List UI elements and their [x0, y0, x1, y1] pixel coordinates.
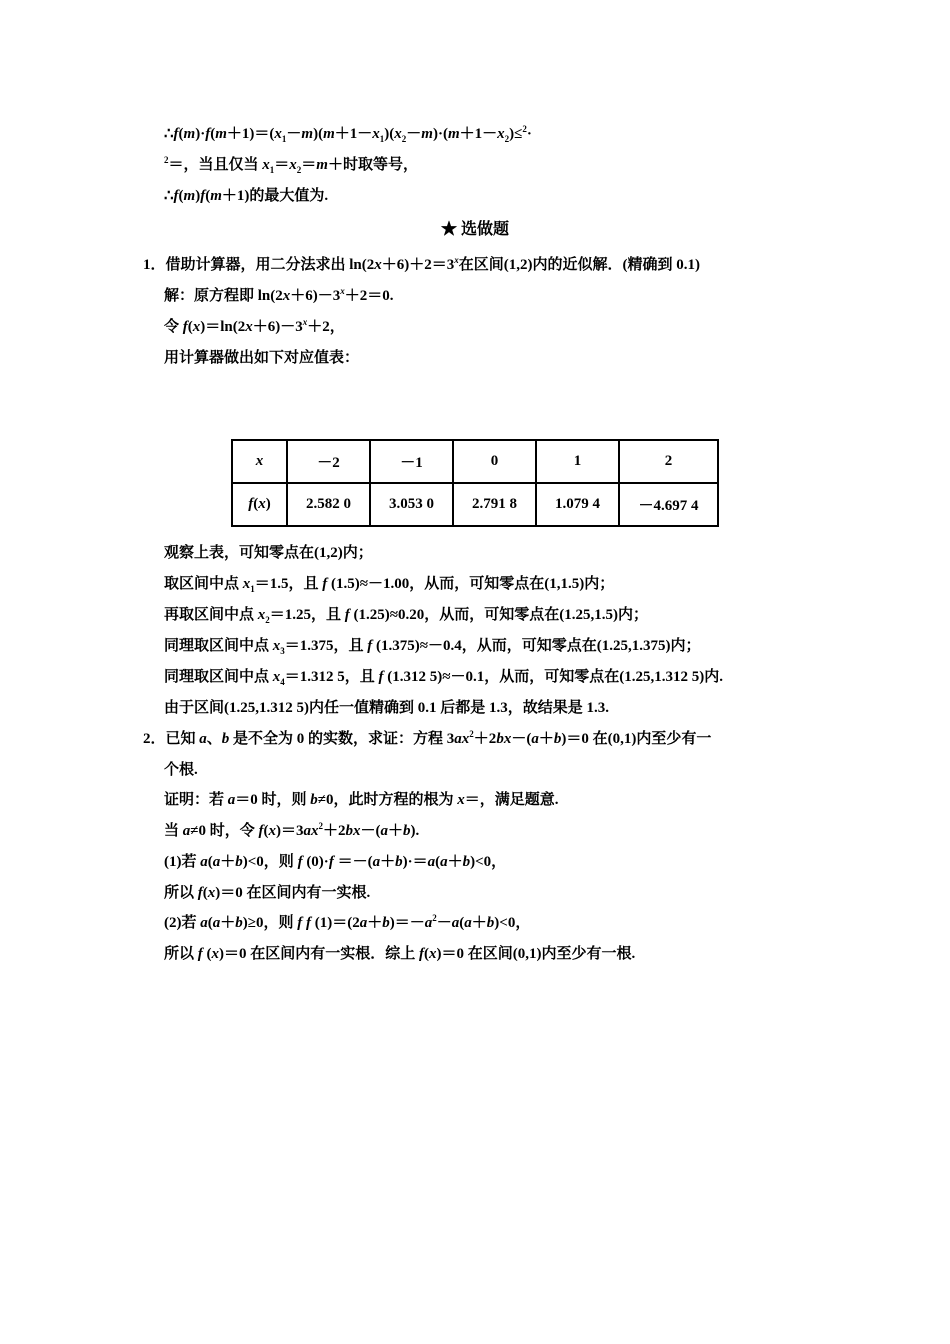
problem-2-step: 当 a≠0 时，令 $f(x)=3ax^2+2bx-(a+b)$.: [164, 821, 420, 839]
problem-2-question-cont: 个根.: [164, 762, 198, 778]
table-header-fx: f(x): [232, 483, 287, 526]
problem-1-step: 由于区间(1.25,1.312 5)内任一值精确到 0.1 后都是 1.3，故结果是 1.3.: [164, 700, 609, 716]
problem-2-step: 所以 f (x)＝0 在区间内有一实根．综上 f(x)＝0 在区间(0,1)内至少有一根.: [164, 946, 636, 962]
derivation-line-3: ∴f(m)f(m＋1)的最大值为.: [164, 188, 329, 204]
problem-2-step: 所以 f(x)＝0 在区间内有一实根.: [164, 885, 371, 901]
problem-1-question: 1．借助计算器，用二分法求出 $\ln(2x+6)+2=3^x$在区间(1,2)内的近似解．(精确到 0.1): [143, 255, 700, 273]
section-title: 选做题: [461, 221, 510, 238]
value-table: [231, 439, 719, 527]
table-cell: －2: [287, 440, 370, 483]
problem-1-step: 取区间中点 $x_1=1.5$，且 f (1.5)≈－1.00，从而，可知零点在(1,1.5)内；: [164, 576, 615, 594]
table-row: [232, 483, 718, 526]
table-row: [232, 440, 718, 483]
problem-1-step: 解：原方程即 $\ln(2x+6)-3^x+2=0$.: [164, 286, 394, 304]
table-cell: 2.791 8: [453, 483, 536, 526]
section-heading: [0, 219, 950, 241]
derivation-line-1: $\therefore f(m)\cdot f(m+1)=(x_1-m)(m+1-x_1)(x_2-m)\cdot(m+1-x_2)\le^2\cdot$: [164, 124, 532, 144]
problem-2-step: 证明：若 a＝0 时，则 b≠0，此时方程的根为 x＝，满足题意.: [164, 792, 559, 808]
problem-1-step: 同理取区间中点 $x_3=1.375$，且 f (1.375)≈－0.4，从而，可知零点在(1.25,1.375)内；: [164, 638, 701, 656]
table-cell: －4.697 4: [619, 483, 718, 526]
problem-2-step: (2)若 a(a＋b)≥0，则 f f $(1)=(2a+b)=-a^2-a(a+b)<0$，: [164, 913, 531, 931]
table-cell: 2: [619, 440, 718, 483]
star-icon: ★: [440, 221, 457, 238]
table-cell: 1: [536, 440, 619, 483]
problem-1-step: 用计算器做出如下对应值表：: [164, 350, 360, 366]
table-cell: 3.053 0: [370, 483, 453, 526]
problem-1-step: 令 $f(x)=\ln(2x+6)-3^x+2$，: [164, 317, 345, 335]
table-header-x: x: [232, 440, 287, 483]
table-cell: 2.582 0: [287, 483, 370, 526]
table-cell: 0: [453, 440, 536, 483]
table-cell: 1.079 4: [536, 483, 619, 526]
problem-1-step: 再取区间中点 $x_2=1.25$，且 f (1.25)≈0.20，从而，可知零点在(1.25,1.5)内；: [164, 607, 648, 625]
problem-2-question: 2．已知 a、b 是不全为 0 的实数，求证：方程 $3ax^2+2bx-(a+b)=0$ 在(0,1)内至少有一: [143, 729, 712, 747]
problem-1-step: 观察上表，可知零点在(1,2)内；: [164, 545, 373, 561]
problem-2-step: (1)若 a(a＋b)<0，则 f (0)·f ＝－(a＋b)·＝a(a＋b)<0，: [164, 854, 507, 870]
table-cell: －1: [370, 440, 453, 483]
problem-1-step: 同理取区间中点 $x_4=1.312$ 5，且 f (1.312 5)≈－0.1，从而，可知零点在(1.25,1.312 5)内.: [164, 669, 723, 687]
derivation-line-2: $^2$＝，当且仅当 $x_1=x_2=m+$时取等号，: [164, 155, 418, 175]
